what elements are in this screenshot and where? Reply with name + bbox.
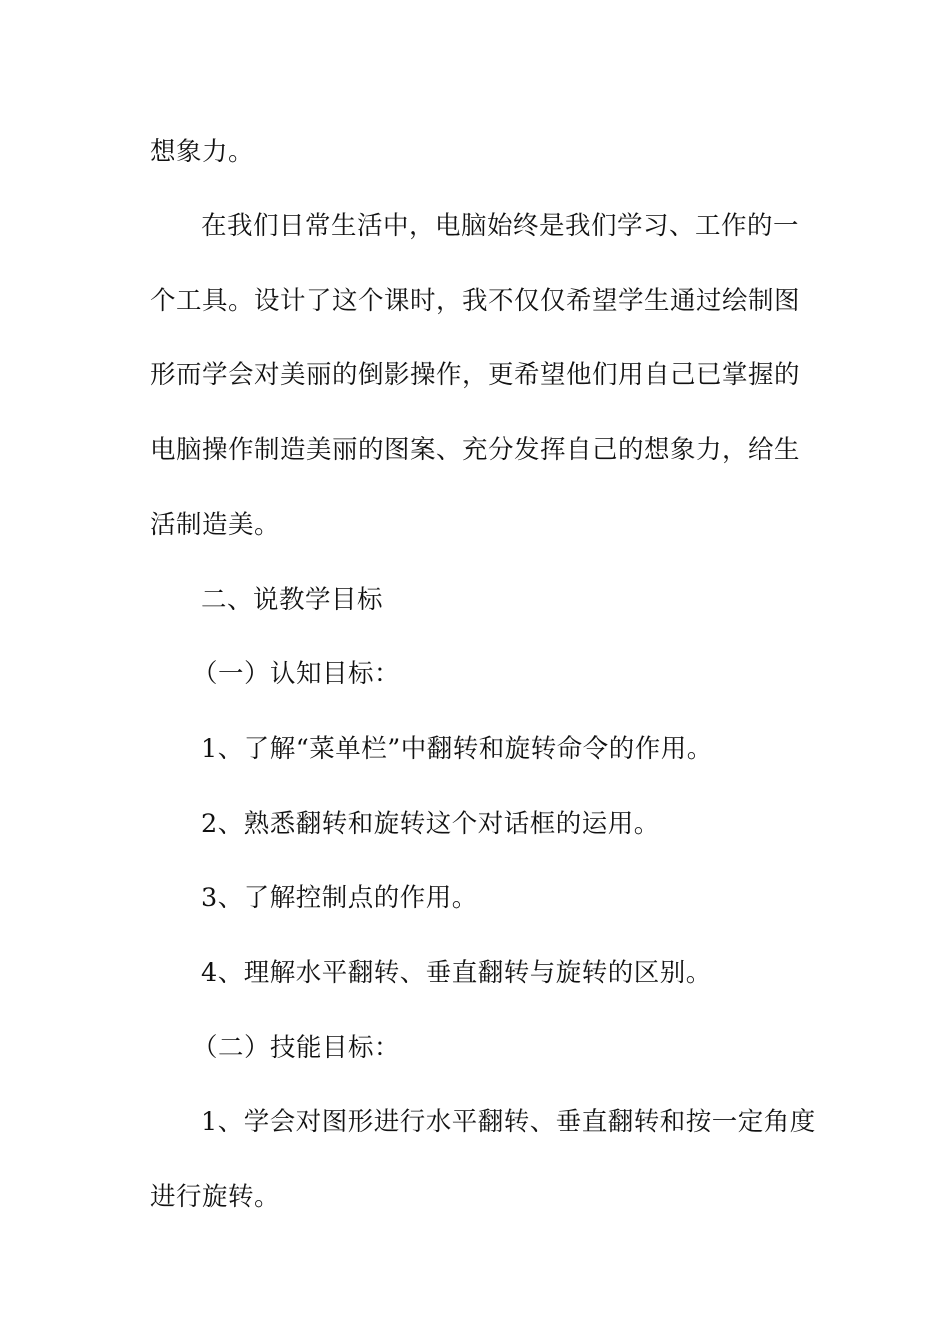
section-heading: 二、说教学目标 [201, 585, 384, 615]
list-item-2: 2、熟悉翻转和旋转这个对话框的运用。 [201, 809, 660, 839]
skill-item-1-continued: 进行旋转。 [150, 1182, 281, 1212]
subsection-heading-cognitive: （一）认知目标： [192, 659, 401, 689]
paragraph-line-2: 在我们日常生活中，电脑始终是我们学习、工作的一 [201, 211, 800, 241]
skill-item-1: 1、学会对图形进行水平翻转、垂直翻转和按一定角度 [201, 1107, 816, 1137]
list-item-3: 3、了解控制点的作用。 [201, 883, 478, 913]
list-item-1: 1、了解“菜单栏”中翻转和旋转命令的作用。 [201, 734, 713, 764]
text-line-3: 个工具。设计了这个课时，我不仅仅希望学生通过绘制图 [150, 286, 801, 316]
subsection-heading-skill: （二）技能目标： [192, 1033, 401, 1063]
text-line-5: 电脑操作制造美丽的图案、充分发挥自己的想象力，给生 [150, 435, 801, 465]
text-line-6: 活制造美。 [150, 510, 281, 540]
text-line-4: 形而学会对美丽的倒影操作，更希望他们用自己已掌握的 [150, 360, 801, 390]
text-line-1: 想象力。 [150, 137, 255, 167]
list-item-4: 4、理解水平翻转、垂直翻转与旋转的区别。 [201, 958, 712, 988]
